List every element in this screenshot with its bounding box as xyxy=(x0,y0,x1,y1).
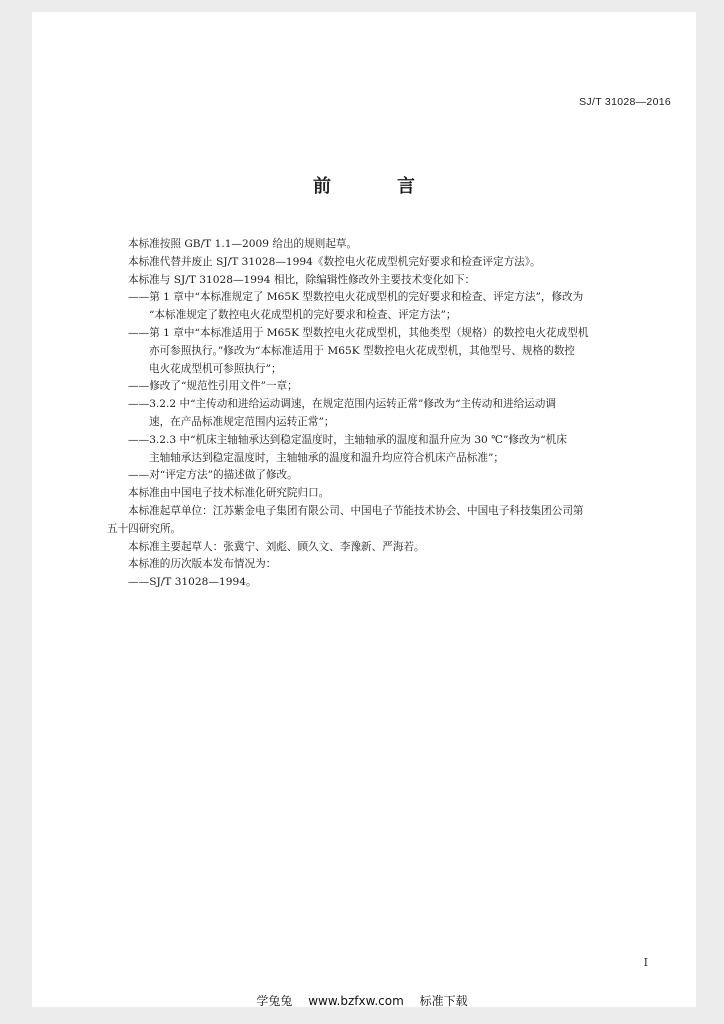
paragraph-line: 主轴轴承达到稳定温度时，主轴轴承的温度和温升均应符合机床产品标准”； xyxy=(149,451,505,464)
paragraph-line: ——修改了“规范性引用文件”一章； xyxy=(128,380,298,393)
paragraph-line: 本标准的历次版本发布情况为： xyxy=(128,558,277,571)
paragraph-line: 亦可参照执行。”修改为“本标准适用于 M65K 型数控电火花成型机，其他型号、规格的数控 xyxy=(149,344,575,357)
footer-site-name: 学兔兔 xyxy=(256,994,293,1008)
standard-code: SJ/T 31028—2016 xyxy=(579,96,671,108)
paragraph-line: 本标准按照 GB/T 1.1—2009 给出的规则起草。 xyxy=(128,238,358,250)
paragraph-line: 速，在产品标准规定范围内运转正常”； xyxy=(149,415,335,428)
paragraph-line: ——第 1 章中“本标准适用于 M65K 型数控电火花成型机，其他类型（规格）的数控电火花成型机 xyxy=(128,326,589,339)
paragraph-line: 本标准起草单位：江苏紫金电子集团有限公司、中国电子节能技术协会、中国电子科技集团公司第 xyxy=(128,504,584,517)
paragraph-line: ——对“评定方法”的描述做了修改。 xyxy=(128,469,298,482)
document-page xyxy=(32,12,696,1007)
paragraph-line: ——3.2.2 中“主传动和进给运动调速，在规定范围内运转正常”修改为“主传动和进给运动调 xyxy=(128,398,556,411)
paragraph-line: 本标准主要起草人：张冀宁、刘彪、顾久文、李豫新、严海若。 xyxy=(128,540,425,553)
footer-watermark xyxy=(0,992,724,1018)
paragraph-line: 本标准由中国电子技术标准化研究院归口。 xyxy=(128,487,330,500)
foreword-body xyxy=(107,236,667,592)
footer-tagline: 标准下载 xyxy=(419,994,468,1008)
page-number: I xyxy=(643,956,648,969)
paragraph-line: 本标准与 SJ/T 31028—1994 相比，除编辑性修改外主要技术变化如下： xyxy=(128,273,476,286)
paragraph-line: “本标准规定了数控电火花成型机的完好要求和检查、评定方法”； xyxy=(149,309,457,322)
footer-url[interactable]: www.bzfxw.com xyxy=(308,994,404,1008)
paragraph-line: 五十四研究所。 xyxy=(107,522,182,535)
paragraph-line: ——3.2.3 中“机床主轴轴承达到稳定温度时，主轴轴承的温度和温升应为 30 ℃”修改为“机床 xyxy=(128,433,567,446)
paragraph-line: ——第 1 章中“本标准规定了 M65K 型数控电火花成型机的完好要求和检查、评定方法”，修改为 xyxy=(128,291,584,304)
page-title: 前 言 xyxy=(313,176,439,197)
paragraph-line: 电火花成型机可参照执行”； xyxy=(149,362,282,375)
paragraph-line: 本标准代替并废止 SJ/T 31028—1994《数控电火花成型机完好要求和检查评定方法》。 xyxy=(128,255,541,268)
paragraph-line: ——SJ/T 31028—1994。 xyxy=(128,576,257,589)
